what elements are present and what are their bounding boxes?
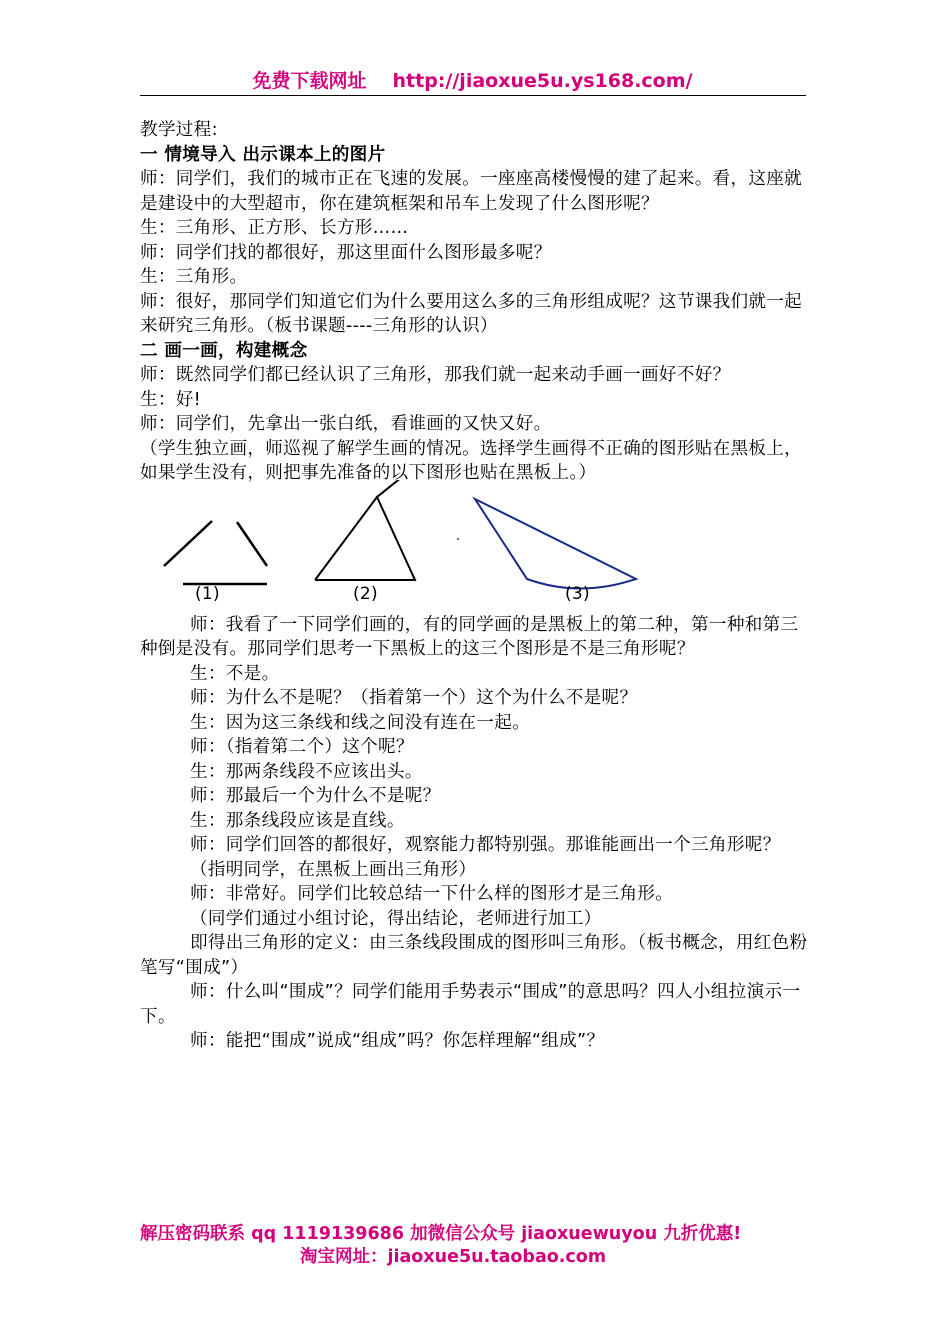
paragraph: 生：三角形。 — [140, 267, 248, 287]
paragraph: （学生独立画，师巡视了解学生画的情况。选择学生画得不正确的图形贴在黑板上，如果学生没有，则把事先准备的以下图形也贴在黑板上。） — [140, 438, 803, 483]
paragraph: 师：很好，那同学们知道它们为什么要用这么多的三角形组成呢？这节课我们就一起来研究三角形。（板书课题----三角形的认识） — [140, 291, 803, 336]
paragraph: 师：我看了一下同学们画的，有的同学画的是黑板上的第二种，第一种和第三种倒是没有。那同学们思考一下黑板上的这三个图形是不是三角形呢？ — [140, 614, 799, 659]
paragraph: 师：同学们回答的都很好，观察能力都特别强。那谁能画出一个三角形呢？ — [190, 835, 781, 855]
figure-label-1: (1) — [195, 583, 220, 604]
document-body — [140, 118, 810, 1054]
paragraph: （指明同学，在黑板上画出三角形） — [190, 859, 477, 880]
paragraph: 生：因为这三条线和线之间没有连在一起。 — [190, 712, 530, 733]
paragraph: 即得出三角形的定义：由三条线段围成的图形叫三角形。（板书概念，用红色粉笔写“围成”） — [140, 933, 808, 978]
paragraph: 师：能把“围成”说成“组成”吗？你怎样理解“组成”？ — [190, 1031, 605, 1051]
figure-2-overshoot-triangle — [315, 480, 415, 580]
paragraph: 生：那条线段应该是直线。 — [190, 810, 405, 831]
section-heading-process: 教学过程: — [140, 120, 218, 140]
page-header — [140, 66, 805, 93]
paragraph: 师：既然同学们都已经认识了三角形，那我们就一起来动手画一画好不好？ — [140, 365, 731, 385]
section-heading-2: 二 画一画，构建概念 — [140, 340, 308, 361]
paragraph: 师：同学们，先拿出一张白纸，看谁画的又快又好。 — [140, 414, 552, 434]
paragraph: 生：三角形、正方形、长方形…… — [140, 218, 409, 238]
footer-contact: 解压密码联系 qq 1119139686 加微信公众号 jiaoxuewuyou 九折优惠! — [140, 1224, 742, 1244]
paragraph: 师：什么叫“围成”？同学们能用手势表示“围成”的意思吗？四人小组拉演示一下。 — [140, 982, 801, 1027]
triangle-figures — [140, 488, 810, 613]
figure-1-open-lines — [164, 521, 267, 584]
section-heading-1: 一 情境导入 出示课本上的图片 — [140, 144, 386, 165]
header-divider — [140, 95, 806, 96]
paragraph: 师：同学们，我们的城市正在飞速的发展。一座座高楼慢慢的建了起来。看，这座就是建设中的大型超市，你在建筑框架和吊车上发现了什么图形呢？ — [140, 169, 803, 214]
figure-label-3: (3) — [565, 583, 590, 604]
paragraph: 师：那最后一个为什么不是呢？ — [190, 786, 441, 806]
paragraph: 生：不是。 — [190, 663, 280, 684]
paragraph: 师：为什么不是呢？（指着第一个）这个为什么不是呢？ — [190, 688, 638, 708]
figure-3-curved-side — [475, 499, 636, 589]
header-url-link[interactable]: http://jiaoxue5u.ys168.com/ — [392, 70, 693, 92]
paragraph: 师：同学们找的都很好，那这里面什么图形最多呢？ — [140, 242, 552, 263]
paragraph: 生：那两条线段不应该出头。 — [190, 761, 423, 782]
footer-shop-link[interactable]: 淘宝网址：jiaoxue5u.taobao.com — [300, 1247, 607, 1267]
paragraph: 师：非常好。同学们比较总结一下什么样的图形才是三角形。 — [190, 884, 674, 904]
stray-dot — [457, 538, 459, 540]
paragraph: 师：（指着第二个）这个呢？ — [190, 737, 414, 757]
figures-svg — [0, 480, 950, 620]
paragraph: （同学们通过小组讨论，得出结论，老师进行加工） — [190, 908, 602, 929]
figure-label-2: (2) — [353, 583, 378, 604]
paragraph: 生：好! — [140, 389, 202, 410]
header-label: 免费下载网址 — [252, 70, 367, 92]
